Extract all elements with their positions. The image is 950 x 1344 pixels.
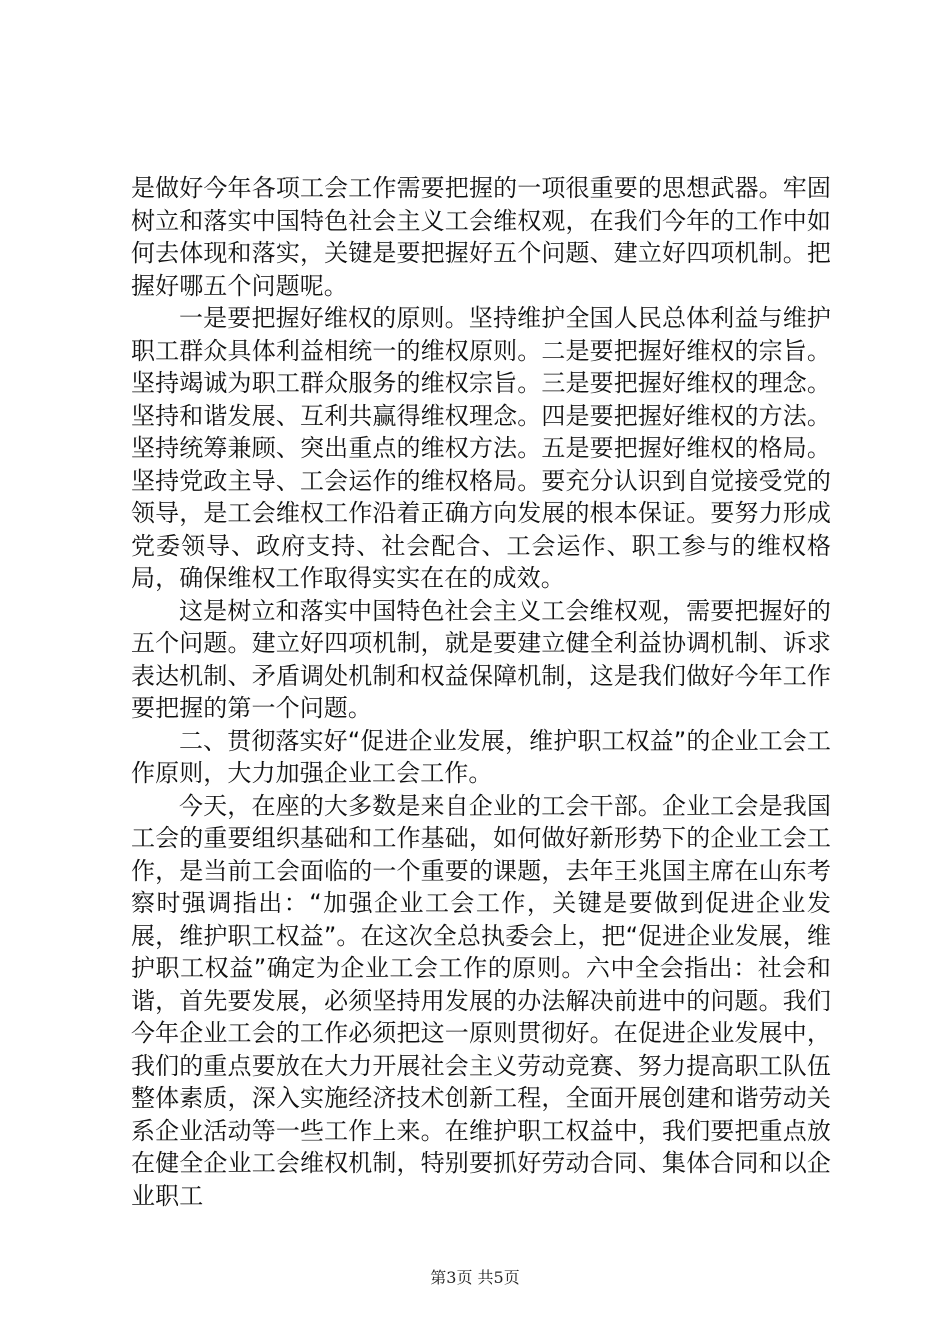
paragraph-enterprise-union: 今天，在座的大多数是来自企业的工会干部。企业工会是我国工会的重要组织基础和工作基础，如何做好新形势下的企业工会工作，是当前工会面临的一个重要的课题，去年王兆国主席在山东考察时强调指出：“加强企业工会工作，关键是要做到促进企业发展，维护职工权益”。在这次全总执委会上，把“促进企业发展，维护职工权益”确定为企业工会工作的原则。六中全会指出：社会和谐，首先要发展，必须坚持用发展的办法解决前进中的问题。我们今年企业工会的工作必须把这一原则贯彻好。在促进企业发展中，我们的重点要放在大力开展社会主义劳动竞赛、努力提高职工队伍整体素质，深入实施经济技术创新工程，全面开展创建和谐劳动关系企业活动等一些工作上来。在维护职工权益中，我们要把重点放在健全企业工会维权机制，特别要抓好劳动合同、集体合同和以企业职工 bbox=[131, 791, 831, 1210]
section-heading-two: 二、贯彻落实好“促进企业发展，维护职工权益”的企业工会工作原则，大力加强企业工会工作。 bbox=[131, 726, 831, 787]
document-body bbox=[131, 172, 831, 1212]
paragraph-five-issues: 一是要把握好维权的原则。坚持维护全国人民总体利益与维护职工群众具体利益相统一的维权原则。二是要把握好维权的宗旨。坚持竭诚为职工群众服务的维权宗旨。三是要把握好维权的理念。坚持和谐发展、互利共赢得维权理念。四是要把握好维权的方法。坚持统筹兼顾、突出重点的维权方法。五是要把握好维权的格局。坚持党政主导、工会运作的维权格局。要充分认识到自觉接受党的领导，是工会维权工作沿着正确方向发展的根本保证。要努力形成党委领导、政府支持、社会配合、工会运作、职工参与的维权格局，确保维权工作取得实实在在的成效。 bbox=[131, 304, 831, 592]
paragraph-continuation: 是做好今年各项工会工作需要把握的一项很重要的思想武器。牢固树立和落实中国特色社会主义工会维权观，在我们今年的工作中如何去体现和落实，关键是要把握好五个问题、建立好四项机制。把握好哪五个问题呢。 bbox=[131, 174, 831, 300]
page-footer: 第3页 共5页 bbox=[430, 1268, 520, 1287]
paragraph-four-mechanisms: 这是树立和落实中国特色社会主义工会维权观，需要把握好的五个问题。建立好四项机制，就是要建立健全利益协调机制、诉求表达机制、矛盾调处机制和权益保障机制，这是我们做好今年工作要把握的第一个问题。 bbox=[131, 596, 831, 722]
